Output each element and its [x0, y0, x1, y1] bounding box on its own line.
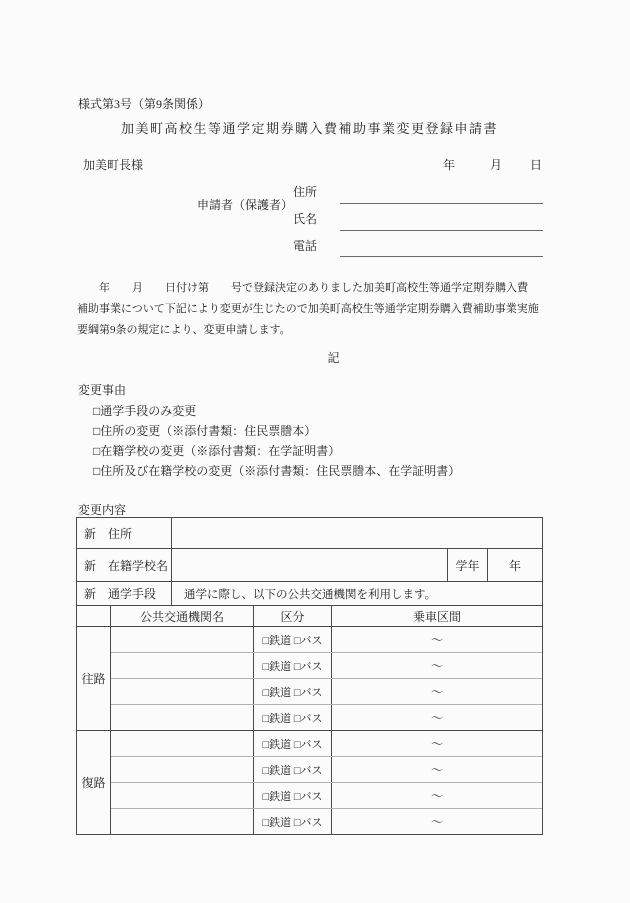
- body-paragraph: [77, 278, 544, 341]
- table-row-new-school: [77, 549, 542, 582]
- transit-section-cell: ～: [430, 659, 443, 673]
- reason-option-commute-only: □通学手段のみ変更: [93, 404, 197, 418]
- transit-name-cell: [111, 705, 254, 730]
- body-line: 補助事業について下記により変更が生じたので加美町高校生等通学定期券購入費補助事業実施: [77, 303, 539, 315]
- table-row: [111, 704, 542, 730]
- table-row-new-address: [77, 518, 542, 549]
- addressee: 加美町長様: [83, 158, 144, 172]
- transit-section-cell: ～: [430, 789, 443, 803]
- transit-header-row: [77, 606, 542, 627]
- return-group: [77, 731, 542, 834]
- transit-section-cell: ～: [430, 815, 443, 829]
- table-row: [111, 808, 542, 834]
- name-field-label: 氏名: [293, 212, 318, 226]
- reason-option-school: □在籍学校の変更（※添付書類：在学証明書）: [93, 444, 341, 458]
- table-row: [111, 652, 542, 678]
- transit-header-spacer-cell: [77, 606, 110, 626]
- address-field-label: 住所: [293, 185, 318, 199]
- table-row: [111, 731, 542, 756]
- return-rows: [111, 731, 542, 834]
- transit-category-cell: □鉄道 □バス: [254, 679, 332, 704]
- body-line: 年 月 日付け第 号で登録決定のありました加美町高校生等通学定期券購入費: [77, 282, 528, 294]
- date-month-label: 月: [490, 158, 503, 172]
- transit-name-cell: [111, 731, 254, 756]
- change-details-heading: 変更内容: [78, 503, 127, 517]
- address-input-line: [340, 203, 543, 204]
- change-details-table: [76, 517, 543, 835]
- new-commute-label: 新 通学手段: [77, 582, 172, 605]
- phone-input-line: [340, 256, 543, 257]
- change-reason-heading: 変更事由: [78, 383, 127, 397]
- transit-section-cell: ～: [430, 711, 443, 725]
- transit-category-cell: □鉄道 □バス: [254, 757, 332, 782]
- transit-name-cell: [111, 757, 254, 782]
- new-school-value-cell: [172, 549, 447, 581]
- transit-category-cell: □鉄道 □バス: [254, 731, 332, 756]
- outbound-group: [77, 627, 542, 731]
- note-heading: 記: [327, 351, 340, 365]
- transit-category-cell: □鉄道 □バス: [254, 627, 332, 652]
- form-number: 様式第3号（第9条関係）: [78, 97, 211, 111]
- grade-unit-label: 年: [487, 549, 542, 581]
- transit-name-cell: [111, 627, 254, 652]
- transit-category-cell: □鉄道 □バス: [254, 809, 332, 834]
- name-input-line: [340, 230, 543, 231]
- date-day-label: 日: [530, 158, 543, 172]
- transit-header-section: 乗車区間: [331, 606, 542, 626]
- applicant-role-label: 申請者（保護者）: [197, 198, 294, 212]
- transit-category-cell: □鉄道 □バス: [254, 705, 332, 730]
- outbound-rows: [111, 627, 542, 730]
- new-school-label: 新 在籍学校名: [77, 549, 172, 581]
- reason-option-address: □住所の変更（※添付書類：住民票謄本）: [93, 424, 317, 438]
- transit-section-cell: ～: [430, 763, 443, 777]
- table-row: [111, 756, 542, 782]
- transit-category-cell: □鉄道 □バス: [254, 653, 332, 678]
- outbound-group-label: 往路: [77, 627, 111, 730]
- table-row: [111, 627, 542, 652]
- change-reason-options: [93, 401, 460, 481]
- grade-label: 学年: [447, 549, 487, 581]
- body-line: 要綱第9条の規定により、変更申請します。: [77, 324, 291, 336]
- transit-name-cell: [111, 783, 254, 808]
- transit-section-cell: ～: [430, 737, 443, 751]
- phone-field-label: 電話: [293, 239, 318, 253]
- transit-name-cell: [111, 653, 254, 678]
- transit-section-cell: ～: [430, 633, 443, 647]
- page-title: 加美町高校生等通学定期券購入費補助事業変更登録申請書: [120, 121, 498, 136]
- new-address-label: 新 住所: [77, 518, 172, 548]
- transit-header-name: 公共交通機関名: [110, 606, 253, 626]
- transit-name-cell: [111, 679, 254, 704]
- new-address-value-cell: [172, 518, 542, 548]
- reason-option-address-and-school: □住所及び在籍学校の変更（※添付書類：住民票謄本、在学証明書）: [93, 464, 461, 478]
- transit-name-cell: [111, 809, 254, 834]
- commute-statement: 通学に際し、以下の公共交通機関を利用します。: [184, 588, 437, 601]
- transit-header-category: 区分: [253, 606, 331, 626]
- transit-category-cell: □鉄道 □バス: [254, 783, 332, 808]
- return-group-label: 復路: [77, 731, 111, 834]
- table-row: [111, 678, 542, 704]
- transit-section-cell: ～: [430, 685, 443, 699]
- date-year-label: 年: [443, 158, 456, 172]
- table-row-new-commute: [77, 582, 542, 606]
- table-row: [111, 782, 542, 808]
